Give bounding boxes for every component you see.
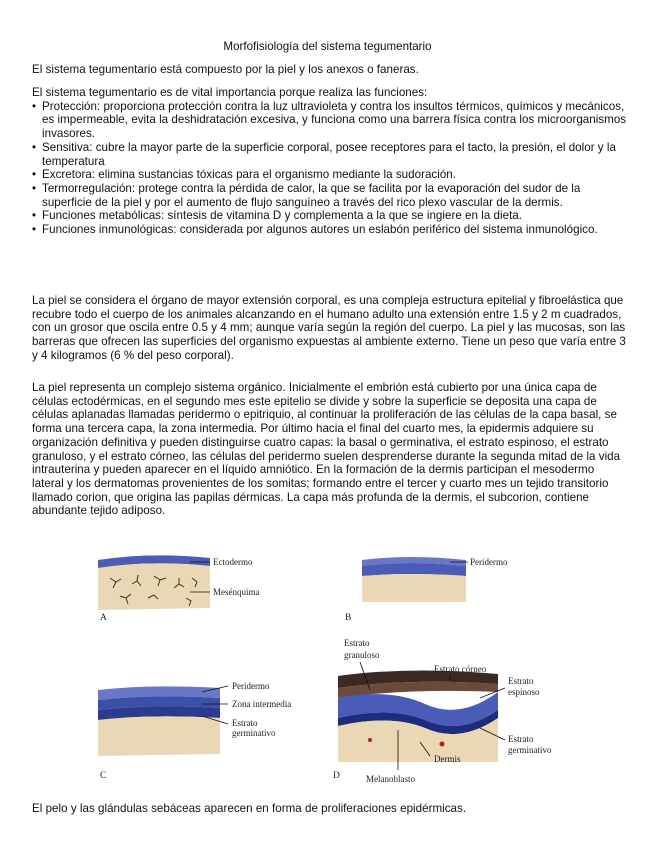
functions-intro: El sistema tegumentario es de vital importancia porque realiza las funciones: [32,86,428,99]
label-estrato-espinoso-1: Estrato [508,676,534,686]
dermis-layer [362,574,466,602]
embryo-text: La piel representa un complejo sistema orgánico. Inicialmente el embrión está cubierto por una única capa de células ectodérmicas, en el segundo mes este epitelio se divide y sobre la superficie se deposita una capa de células aplanadas llamadas peridermo o epitriquio, al continuar la proliferación de las células de la capa basal, se forma una tercera capa, la zona intermedia. Por último hacia el final del cuarto mes, la epidermis adquiere su organización definitiva y pueden distinguirse cuatro capas: la basal o germinativa, el estrato espinoso, el estrato granuloso, y el estrato córneo, las células del peridermo suelen desprenderse durante la segunda mitad de la vida intrauterina y pueden aparecer en el líquido amniótico. En la formación de la dermis participan el mesodermo lateral y los dermatomas provenientes de los somitas; formando entre el tercer y cuarto mes un tejido transitorio llamado corion, que origina las papilas dérmicas. La capa más profunda de la dermis, el subcorion, contiene abundante tejido adiposo. [32,381,621,518]
label-estrato-germinativo-1: Estrato [508,734,534,744]
list-item: • Termorregulación: protege contra la pérdida de calor, la que se facilita por la evaporación del sudor de la superficie de la piel y por el aumento de flujo sanguíneo a través del rico plexo vascular de la dermis. [32,182,628,209]
functions-list [32,100,628,237]
figure-panel-d [330,632,555,792]
mesenchyme-layer [98,563,210,610]
dermis-layer [98,716,220,756]
skin-paragraph [32,294,628,363]
label-estrato-corneo: Estrato córneo [434,664,487,674]
label-mesenquima: Mesénquima [213,587,260,597]
list-item: • Funciones metabólicas: síntesis de vitamina D y complementa a la que se ingiere en la dieta. [32,209,628,223]
blood-vessel [440,742,445,747]
panel-a-illustration [90,548,290,628]
figure-panel-a [90,548,290,628]
list-item: • Funciones inmunológicas: considerada por algunos autores un eslabón periférico del sistema inmunológico. [32,223,628,237]
figure-panel-b [340,552,540,624]
intro-paragraph [32,63,628,77]
label-germinativo: germinativo [232,728,276,738]
label-estrato-granuloso-1: Estrato [344,638,370,648]
panel-d-illustration [330,632,555,792]
figure-panel-c [90,674,310,784]
skin-text: La piel se considera el órgano de mayor extensión corporal, es una compleja estructura epitelial y fibroelástica que recubre todo el cuerpo de los animales alcanzando en el humano adulto una extensión entre 1.5 y 2 m cuadrados, con un grosor que oscila entre 0.5 y 4 mm; aunque varía según la región del cuerpo. La piel y las mucosas, son las barreras que ofrecen las superficies del organismo expuestas al ambiente externo. Tiene un peso que varía entre 3 y 4 kilogramos (6 % del peso corporal). [32,294,626,362]
functions-section [32,86,628,237]
panel-letter-b: B [345,613,352,623]
panel-letter-d: D [333,771,340,781]
list-item: • Sensitiva: cubre la mayor parte de la superficie corporal, posee receptores para el tacto, la presión, el dolor y la temperatura [32,141,628,168]
label-estrato: Estrato [232,718,258,728]
panel-c-illustration [90,674,310,784]
list-item: • Protección: proporciona protección contra la luz ultravioleta y contra los insultos térmicos, químicos y mecánicos, es impermeable, evita la deshidratación excesiva, y funciona como una barrera física contra los microorganismos invasores. [32,100,628,141]
panel-letter-c: C [100,771,107,781]
label-peridermo: Peridermo [232,681,270,691]
page-title: Morfofisiología del sistema tegumentario [223,40,432,53]
blood-vessel [368,738,372,742]
label-melanoblasto: Melanoblasto [366,774,415,784]
closing-paragraph [32,802,628,816]
label-zona-intermedia: Zona intermedia [232,699,292,709]
label-ectodermo: Ectodermo [213,557,253,567]
closing-text: El pelo y las glándulas sebáceas aparecen en forma de proliferaciones epidérmicas. [32,802,467,815]
label-estrato-germinativo-2: germinativo [508,745,552,755]
intro-text: El sistema tegumentario está compuesto por la piel y los anexos o faneras. [32,63,419,76]
panel-b-illustration [340,552,540,624]
label-dermis: Dermis [434,754,461,764]
label-peridermo: Peridermo [470,557,508,567]
list-item: • Excretora: elimina sustancias tóxicas para el organismo mediante la sudoración. [32,168,628,182]
panel-letter-a: A [100,613,107,623]
embryo-paragraph [32,381,628,518]
label-estrato-granuloso-2: granuloso [344,650,380,660]
label-estrato-espinoso-2: espinoso [508,687,540,697]
